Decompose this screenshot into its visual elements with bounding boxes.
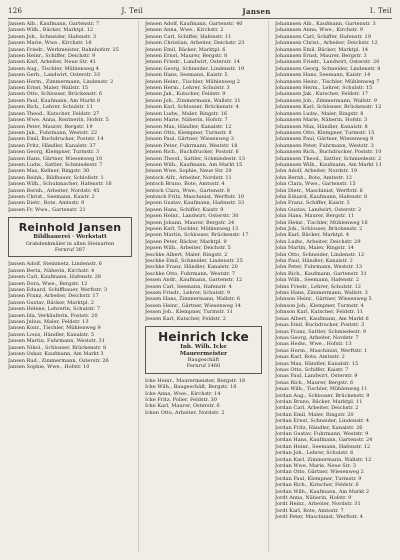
directory-entry: Jonas Hedw., Wwe., Hofstr. 13 — [275, 341, 352, 348]
directory-entry: Jensen Rich., Buchdrucker, Poststr. 6 — [145, 149, 239, 156]
directory-entry: Jentsch Bruno, Bote, Amtsstr. 4 — [145, 181, 225, 188]
directory-entry: Jepsen Wilh., Arbeiter, Deichstr. 5 — [145, 245, 231, 252]
directory-entry: Jansen Berta, Näherin, Kirchstr. 4 — [8, 267, 95, 274]
directory-entry: Jansen Oskar, Kaufmann, Am Markt 3 — [8, 351, 104, 358]
directory-entry: Jeschke Emil, Schneider, Lindenstr. 25 — [145, 258, 243, 265]
directory-entry: Jensen Herm., Lehrer, Schulstr. 3 — [145, 85, 230, 92]
directory-entry: Jansen Joh., Schneider, Hafenstr. 3 — [8, 33, 97, 40]
directory-entry: Jansen Rich., Lehrer, Schulstr. 11 — [8, 104, 93, 111]
directory-entry: John Franz, Schiffer, Kaistr. 3 — [275, 200, 350, 207]
directory-entry: Jansen Dora, Wwe., Bergstr. 12 — [8, 280, 88, 287]
section-right: I. Teil — [369, 7, 392, 15]
directory-entry: Jordan Ernst, Schneider, Lindenstr. 4 — [275, 418, 370, 425]
directory-entry: Jonas Wilh., Tischler, Mühlenweg 11 — [275, 386, 368, 393]
directory-entry: John Karl, Bäcker, Marktpl. 4 — [275, 232, 350, 239]
column-1-entries-top — [8, 21, 132, 213]
directory-entry: Johannsen Theod., Sattler, Schmiedestr. 2 — [275, 155, 382, 162]
directory-entry: Johnson Heinr., Gärtner, Wiesenweg 5 — [275, 296, 372, 303]
directory-entry: Jansen Gustav, Bäcker, Marktpl. 2 — [8, 299, 94, 306]
ad-line-2: Maurermeister — [179, 350, 228, 357]
directory-entry: Jansen Sophie, Wwe., Hofstr. 10 — [8, 363, 90, 370]
directory-entry: Jansen Adolf, Steinmetz, Lindenstr. 6 — [8, 261, 102, 268]
directory-entry: Johannsen Jak., Kutscher, Feldstr. 17 — [275, 91, 369, 98]
directory-entry: Jansen Julius, Maler, Feldstr. 13 — [8, 319, 89, 326]
directory-entry: Jansen Ludw., Sattler, Schmiedestr. 7 — [8, 161, 103, 168]
directory-entry: Jansen Wilh., Schuhmacher, Hafenstr. 16 — [8, 181, 112, 188]
directory-entry: John Paul, Händler, Kanalstr. 2 — [275, 258, 353, 265]
directory-entry: John Heinr., Tischler, Mühlenweg 16 — [275, 219, 368, 226]
column-2-entries-bottom — [145, 378, 262, 416]
directory-entry: Johannsen Peter, Fuhrmann, Weststr. 3 — [275, 142, 374, 149]
directory-entry: Jansen Eduard, Schiffbauer, Werftstr. 3 — [8, 287, 108, 294]
directory-entry: Jessen Karl, Kutscher, Feldstr. 2 — [145, 315, 226, 322]
directory-entry: Jensen Wwe. Sophie, Neue Str. 29 — [145, 168, 232, 175]
directory-entry: Jansen Aug., Tischler, Mühlenweg 4 — [8, 65, 99, 72]
directory-entry: Jansen Herm., Zimmermann, Lindenstr. 2 — [8, 78, 114, 85]
directory-entry: Jansen Ernst, Maler, Wallstr. 15 — [8, 85, 89, 92]
directory-entry: Jansen Alb., Kaufmann, Gartenstr. 7 — [8, 21, 100, 27]
page-title: Jansen — [242, 6, 271, 16]
directory-entry: Johannsen Marie, Näherin, Hofstr. 3 — [275, 117, 368, 124]
directory-entry: John Rich., Kaufmann, Gartenstr. 31 — [275, 270, 367, 277]
directory-entry: Jentzsch Fritz, Maschinist, Werftstr. 10 — [145, 193, 245, 200]
directory-entry: Johannsen Ludw., Maler, Ringstr. 8 — [275, 110, 364, 117]
column-1-entries-bottom — [8, 261, 132, 370]
directory-entry: Jensen Max, Händler, Kanalstr. 12 — [145, 123, 232, 130]
directory-entry: Jensen Karl, Schlosser, Brückenstr. 4 — [145, 104, 239, 111]
directory-entry: Jensen Anna, Wwe., Kirchstr. 2 — [145, 27, 224, 34]
directory-entry: Jentsch Clara, Wwe., Gartenstr. 8 — [145, 187, 230, 194]
directory-entry: Johannsen Carl, Schiffer, Hafenstr. 19 — [275, 33, 371, 40]
directory-entry: John Martin, Maler, Ringstr. 14 — [275, 245, 354, 252]
directory-entry: Jensen Heinr., Tischler, Mühlenweg 2 — [145, 78, 240, 85]
directory-entry: Jansen Heinr., Schiffer, Deichstr. 9 — [8, 53, 96, 60]
directory-entry: Icke Fritz, Polier, Feldstr. 30 — [145, 396, 217, 403]
ad-line-1: Bildhauerei · Werkstatt — [33, 234, 107, 241]
directory-entry: Jensen Ludw., Maler, Ringstr. 16 — [145, 110, 228, 117]
directory-entry: Johannsen Max, Händler, Kanalstr. 8 — [275, 123, 368, 130]
directory-entry: Jepsen Heinr., Landwirt, Osterstr. 30 — [145, 213, 239, 220]
directory-entry: Jensen Hans, Seemann, Kaistr. 5 — [145, 72, 228, 79]
directory-entry: Jonas Emil, Buchdrucker, Poststr. 3 — [275, 322, 365, 329]
directory-entry: Jepsen Johann, Maurer, Bergstr. 24 — [145, 219, 235, 226]
directory-entry: Jansen Wwe. Anna, Rentnerin, Hofstr. 5 — [8, 117, 109, 124]
directory-entry: John Bernh., Bote, Amtsstr. 12 — [275, 174, 352, 181]
directory-entry: Jordan Aug., Schlosser, Brückenstr. 9 — [275, 392, 370, 399]
column-3 — [268, 21, 392, 552]
advertisement-reinhold-jansen — [8, 217, 132, 257]
directory-entry: Jansen Theod., Kutscher, Feldstr. 27 — [8, 110, 100, 117]
directory-entry: Jessen Joh., Klempner, Turmstr. 11 — [145, 309, 233, 316]
directory-entry: Jonas Franz, Sattler, Schmiedestr. 9 — [275, 328, 366, 335]
directory-entry: Johannsen Karl, Schlosser, Brückenstr. 12 — [275, 104, 382, 111]
directory-entry: John Joh., Schlosser, Brückenstr. 2 — [275, 226, 363, 232]
directory-entry: John Hans, Maurer, Bergstr. 11 — [275, 213, 355, 220]
directory-entry: Jensen Paul, Gärtner, Wiesenweg 3 — [145, 136, 234, 143]
directory-entry: John Dietr., Maschinist, Werftstr. 6 — [275, 187, 363, 194]
ad-line-2: Grabdenkmäler in allen Steinarten — [25, 240, 115, 247]
directory-entry: Jansen Emil, Buchdrucker, Poststr. 14 — [8, 136, 104, 143]
directory-entry: Jensen Friedr., Landwirt, Osterstr. 14 — [145, 59, 240, 66]
directory-entry: Jordt Peter, Maschinist, Werftstr. 4 — [275, 514, 363, 521]
directory-entry: Johns Friedr., Lehrer, Schulstr. 12 — [275, 283, 361, 290]
directory-entry: Jansen Franz, Arbeiter, Deichstr. 17 — [8, 293, 99, 300]
directory-entry: John Wilh., Seemann, Hafenstr. 2 — [275, 277, 360, 284]
directory-entry: Jordan Carl, Arbeiter, Deichstr. 2 — [275, 405, 359, 412]
directory-entry: Jansen Bernh., Arbeiter, Nordstr. 45 — [8, 187, 100, 194]
directory-entry: Jessen Heinr., Gärtner, Wiesenweg 14 — [145, 302, 241, 309]
directory-entry: Jensen Jak., Kutscher, Feldstr. 9 — [145, 91, 226, 98]
directory-entry: Johns Hans, Zimmermann, Wallstr. 3 — [275, 290, 368, 297]
directory-entry: Jordan Heinr., Seemann, Hafenstr. 12 — [275, 443, 371, 450]
columns — [8, 21, 392, 552]
directory-entry: Jessen Friedr., Lehrer, Schulstr. 9 — [145, 290, 230, 297]
directory-entry: John Eduard, Kaufmann, Hafenstr. 8 — [275, 193, 368, 200]
directory-entry: Icke Karl, Maurer, Osterstr. 6 — [145, 403, 220, 410]
directory-entry: Jentsch Alfr., Arbeiter, Nordstr. 11 — [145, 174, 232, 181]
directory-entry: Johannsen Hans, Seemann, Kaistr. 14 — [275, 72, 371, 79]
directory-entry: Johannsen Anna, Wwe., Kirchstr. 9 — [275, 27, 363, 34]
directory-entry: Jensen Christian, Arbeiter, Deichstr. 23 — [145, 40, 245, 47]
directory-entry: Johnson Joh., Klempner, Turmstr. 4 — [275, 302, 364, 309]
directory-entry: Jensen Adolf, Kaufmann, Gartenstr. 40 — [145, 21, 243, 27]
directory-entry: Jensen Otto, Klempner, Turmstr. 8 — [145, 129, 232, 136]
directory-entry: Jansen Gerh., Landwirt, Osterstr. 33 — [8, 72, 101, 79]
directory-entry: Jordan Wwe. Marie, Neue Str. 3 — [275, 463, 356, 470]
directory-entry: Jordan Joh., Lehrer, Schulstr. 6 — [275, 450, 354, 457]
directory-entry: John Ludw., Arbeiter, Deichstr. 29 — [275, 238, 361, 245]
directory-entry: Jansen Dietr., Bote, Amtsstr. 9 — [8, 200, 85, 207]
directory-entry: Jensen Ernst, Maurer, Bergstr. 8 — [145, 53, 228, 60]
directory-entry: Jansen Helene, Lehrerin, Schulstr. 7 — [8, 306, 101, 313]
directory-entry: Jansen Konr., Tischler, Mühlenweg 9 — [8, 325, 101, 332]
directory-entry: Jansen Wilh., Bäcker, Marktpl. 12 — [8, 27, 94, 34]
directory-entry: Jansen Karl, Arbeiter, Neue Str. 41 — [8, 59, 97, 66]
directory-entry: Jordan Hans, Kaufmann, Gartenstr. 24 — [275, 437, 373, 444]
directory-entry: Jensen Theod., Sattler, Schmiedestr. 13 — [145, 155, 245, 162]
directory-entry: Jensen Wilh., Kaufmann, Am Markt 15 — [145, 161, 243, 168]
directory-entry: Johannsen Wilh., Kaufmann, Am Markt 11 — [275, 161, 382, 168]
directory-entry: Jansen Rud., Zimmermann, Osterstr. 26 — [8, 357, 109, 364]
directory-entry: Icken Otto, Arbeiter, Nordstr. 2 — [145, 409, 225, 416]
header-rule — [8, 18, 392, 19]
directory-entry: Jordan Karl, Zimmermann, Wallstr. 12 — [275, 456, 372, 463]
directory-entry: Johannsen Emil, Bäcker, Marktpl. 14 — [275, 46, 369, 53]
directory-entry: John Gustav, Landwirt, Osterstr. 2 — [275, 206, 362, 213]
directory-entry: Jonas Herm., Maschinist, Werftstr. 1 — [275, 347, 368, 354]
directory-entry: John Peter, Fuhrmann, Weststr. 13 — [275, 264, 362, 271]
directory-entry: Jepsen Martin, Schlosser, Brückenstr. 17 — [145, 232, 249, 239]
directory-entry: Jessen Carl, Seemann, Hafenstr. 4 — [145, 283, 232, 290]
directory-entry: Jessen Hans, Zimmermann, Wallstr. 6 — [145, 296, 241, 303]
directory-entry: John Clara, Wwe., Gartenstr. 15 — [275, 181, 356, 188]
directory-entry: Jensen Peter, Fuhrmann, Weststr. 18 — [145, 142, 238, 149]
directory-entry: Jensen Emil, Bäcker, Marktpl. 6 — [145, 46, 226, 53]
ad-line-3: Baugeschäft — [187, 356, 220, 363]
directory-entry: Jonas Karl, Bote, Amtsstr. 2 — [275, 354, 345, 361]
directory-entry: Johannsen Joh., Zimmermann, Wallstr. 9 — [275, 97, 377, 104]
directory-entry: Johannsen Herm., Lehrer, Schulstr. 15 — [275, 85, 373, 92]
directory-entry: Jansen Reinh., Bildhauer, Schloßstr. 1 — [8, 174, 104, 181]
directory-entry: Jordan Wilh., Kaufmann, Am Markt 2 — [275, 488, 370, 495]
directory-entry: Jansen Martin, Fuhrmann, Weststr. 31 — [8, 338, 105, 345]
directory-entry: Jepsen Hans, Schiffer, Kaistr. 9 — [145, 206, 224, 213]
directory-entry: Jansen Jak., Fuhrmann, Weststr. 22 — [8, 129, 98, 136]
directory-entry: Jordan Gustav, Fuhrmann, Weststr. 9 — [275, 431, 369, 437]
directory-entry: Jansen Ida, Verkäuferin, Poststr. 20 — [8, 312, 98, 319]
directory-entry: Jansen Otto, Schlosser, Brückenstr. 6 — [8, 91, 103, 98]
directory-entry: Jensen Marie, Näherin, Hofstr. 7 — [145, 117, 228, 124]
page-header — [8, 6, 392, 16]
directory-entry: Jonas Max, Händler, Kanalstr. 15 — [275, 360, 359, 367]
section-left: J. Teil — [121, 7, 144, 15]
directory-entry: Jensen Georg, Schneider, Lindenstr. 19 — [145, 65, 245, 72]
directory-entry: Johannsen Heinr., Tischler, Mühlenweg 7 — [275, 78, 380, 85]
directory-entry: Jansen Friedr., Werkmeister, Bahnhofstr. 25 — [8, 46, 119, 53]
directory-entry: Jordan Otto, Gärtner, Wiesenweg 2 — [275, 469, 364, 476]
directory-entry: Jepsen Karl, Tischler, Mühlenweg 13 — [145, 226, 239, 232]
directory-entry: Icke Heinr., Maurermeister, Bergstr. 18 — [145, 377, 246, 384]
directory-entry: Jansen Marie, Wwe., Kirchstr. 18 — [8, 40, 92, 47]
directory-entry: Jordt Karl, Bote, Amtsstr. 7 — [275, 507, 344, 514]
directory-entry: Jansen Peter, Maurer, Bergstr. 19 — [8, 123, 93, 130]
directory-entry: Jonas Rich., Maurer, Bergstr. 6 — [275, 379, 354, 386]
column-3-entries — [275, 21, 392, 521]
directory-entry: Icke Anna, Wwe., Kirchstr. 14 — [145, 390, 221, 397]
directory-entry: Jonas Paul, Landwirt, Osterstr. 9 — [275, 373, 358, 380]
column-2-entries-top — [145, 21, 262, 322]
directory-entry: Jansen Fr. Wwe., Gartenstr. 21 — [8, 206, 86, 213]
directory-entry: Johannsen Christ., Arbeiter, Deichstr. 12 — [275, 40, 378, 47]
directory-entry: Jensen Carl, Schiffer, Hafenstr. 11 — [145, 33, 232, 40]
directory-entry: Jessen Andr., Kaufmann, Gartenstr. 12 — [145, 277, 243, 284]
directory-entry: Jansen Nikol., Schlosser, Brückenstr. 8 — [8, 344, 107, 351]
directory-entry: Jeschke Franz, Händler, Kanalstr. 20 — [145, 264, 238, 271]
ad-line-3: Fernruf 387 — [54, 247, 86, 253]
directory-entry: Jepsen Gustav, Kaufmann, Hafenstr. 33 — [145, 200, 245, 207]
directory-entry: Johannsen Otto, Klempner, Turmstr. 15 — [275, 129, 375, 136]
directory-entry: Johannsen Georg, Schneider, Lindenstr. 8 — [275, 65, 381, 72]
directory-entry: Jordan Fritz, Händler, Kanalstr. 26 — [275, 424, 363, 431]
directory-entry: Jonas Georg, Arbeiter, Nordstr. 7 — [275, 334, 359, 341]
directory-entry: Jeschke Otto, Fuhrmann, Weststr. 7 — [145, 270, 236, 277]
directory-entry: Jansen Georg, Klempner, Turmstr. 3 — [8, 149, 100, 156]
directory-entry: Johannsen Rich., Buchdrucker, Poststr. 10 — [275, 149, 382, 156]
directory-entry: Jansen Paul, Kaufmann, Am Markt 8 — [8, 97, 101, 104]
directory-entry: Johannsen Friedr., Landwirt, Osterstr. 20 — [275, 59, 380, 66]
page-number: 126 — [8, 7, 23, 15]
ad-line-4: Fernruf 1460 — [186, 363, 221, 370]
directory-entry: Johnson Karl, Kutscher, Feldstr. 11 — [275, 309, 364, 316]
directory-entry: Jonas Otto, Schiffer, Kaistr. 7 — [275, 366, 349, 373]
directory-entry: Jordan Rich., Kutscher, Feldstr. 6 — [275, 482, 359, 489]
directory-entry: Jansen Max, Kellner, Ringstr. 30 — [8, 168, 90, 175]
directory-entry: John Otto, Schneider, Lindenstr. 12 — [275, 251, 365, 258]
directory-entry: Jansen Louis, Händler, Kanalstr. 5 — [8, 331, 95, 338]
directory-entry: Jansen Christ., Seemann, Kaistr. 2 — [8, 193, 95, 200]
directory-entry: Jansen Fritz, Händler, Kanalstr. 37 — [8, 142, 96, 149]
directory-entry: Jonas Albert, Kaufmann, Am Markt 6 — [275, 315, 369, 322]
directory-entry: John Adolf, Arbeiter, Nordstr. 19 — [275, 168, 357, 175]
directory-entry: Icke Wilh., Baugeschäft, Bergstr. 18 — [145, 384, 237, 391]
ad-line-1: Inh. Wilh. Icke — [180, 344, 227, 351]
column-1 — [8, 21, 132, 552]
directory-entry: Jordan Bruno, Bäcker, Marktpl. 11 — [275, 398, 363, 405]
directory-entry: Jansen Carl, Kaufmann, Hafenstr. 28 — [8, 274, 101, 281]
ad-name: Heinrich Icke — [158, 330, 249, 345]
directory-entry: Jeschke Albert, Maler, Ringstr. 2 — [145, 251, 228, 258]
directory-entry: Johannsen Alb., Kaufmann, Gartenstr. 3 — [275, 21, 376, 27]
directory-entry: Jordt Heinr., Arbeiter, Nordstr. 31 — [275, 501, 361, 508]
advertisement-heinrich-icke — [145, 326, 262, 374]
directory-entry: Jordan Paul, Klempner, Turmstr. 9 — [275, 475, 362, 482]
directory-entry: Jordan Emil, Maler, Ringstr. 20 — [275, 411, 354, 418]
directory-entry: Johannsen Ernst, Maurer, Bergstr. 3 — [275, 53, 367, 60]
directory-entry: Jansen Hans, Gärtner, Wiesenweg 10 — [8, 155, 103, 162]
directory-entry: Jordt Anna, Näherin, Hofstr. 9 — [275, 495, 352, 502]
directory-entry: Johannsen Paul, Gärtner, Wiesenweg 8 — [275, 136, 374, 143]
ad-name: Reinhold Jansen — [18, 221, 122, 235]
directory-entry: Jensen Joh., Zimmermann, Wallstr. 21 — [145, 97, 241, 104]
directory-entry: Jepsen Peter, Bäcker, Marktpl. 9 — [145, 238, 227, 245]
column-2 — [138, 21, 262, 552]
